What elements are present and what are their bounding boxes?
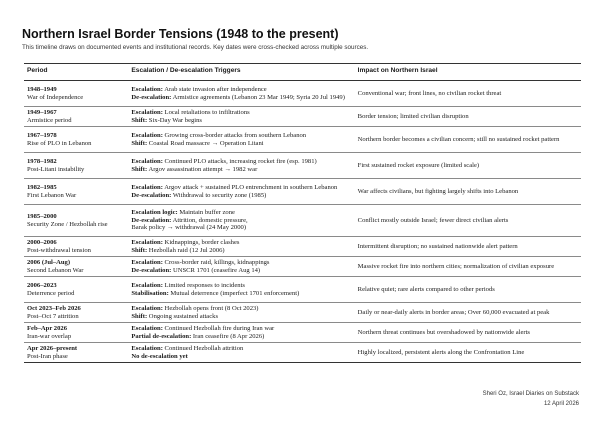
trigger-label: Partial de-escalation: <box>131 332 192 340</box>
trigger-text: Arab state invasion after independence <box>162 86 267 94</box>
period-name: Post-Litani instability <box>27 165 85 173</box>
trigger-line <box>131 345 351 352</box>
trigger-text: Kidnappings, border clashes <box>162 239 240 247</box>
trigger-label: Shift: <box>131 139 148 147</box>
trigger-label: Escalation: <box>131 158 163 166</box>
timeline-body <box>24 81 581 363</box>
triggers-cell <box>128 277 354 303</box>
impact-cell: Relative quiet; rare alerts compared to other periods <box>355 277 581 303</box>
trigger-text: Mutual deterrence (imperfect 1701 enforcement) <box>168 289 300 297</box>
impact-cell: Intermittent disruption; no sustained nationwide alert pattern <box>355 237 581 257</box>
trigger-text: Cross-border raid, killings, kidnappings <box>162 259 270 267</box>
table-row <box>24 303 581 323</box>
trigger-text: Local retaliations to infiltrations <box>162 109 250 117</box>
trigger-label: Shift: <box>131 165 148 173</box>
period-date: 1985–2000 <box>27 213 57 221</box>
footer-author: Sheri Oz, Israel Diaries on Substack <box>482 391 579 397</box>
trigger-line <box>131 259 351 266</box>
trigger-label: De-escalation: <box>131 216 172 224</box>
period-name: Second Lebanon War <box>27 266 84 274</box>
trigger-label: Escalation: <box>131 239 163 247</box>
trigger-label: Escalation: <box>131 325 163 333</box>
trigger-text: Six-Day War begins <box>147 116 202 124</box>
trigger-label: Escalation: <box>131 132 163 140</box>
trigger-text: Attrition, domestic pressure, <box>171 216 248 224</box>
trigger-text: Maintain buffer zone <box>177 209 235 217</box>
impact-cell: First sustained rocket exposure (limited scale) <box>355 153 581 179</box>
trigger-label: No de-escalation yet <box>131 352 188 360</box>
trigger-text: Continued Hezbollah fire during Iran war <box>162 325 275 333</box>
impact-cell: Daily or near-daily alerts in border areas; Over 60,000 evacuated at peak <box>355 303 581 323</box>
table-row <box>24 257 581 277</box>
table-row <box>24 343 581 363</box>
period-date: 1967–1978 <box>27 132 57 140</box>
period-cell <box>24 179 128 205</box>
triggers-cell <box>128 257 354 277</box>
trigger-line <box>131 158 351 165</box>
triggers-cell <box>128 303 354 323</box>
period-name: Armistice period <box>27 116 72 124</box>
period-name: Deterrence period <box>27 289 75 297</box>
trigger-line <box>131 333 351 340</box>
trigger-text: Argov attack + sustained PLO entrenchment in southern Lebanon <box>162 184 338 192</box>
period-name: Post–Oct 7 attrition <box>27 312 79 320</box>
period-name: Iran-war overlap <box>27 332 72 340</box>
triggers-cell <box>128 81 354 107</box>
period-cell <box>24 257 128 277</box>
trigger-text: UNSCR 1701 (ceasefire Aug 14) <box>171 266 261 274</box>
trigger-line <box>131 109 351 116</box>
period-cell <box>24 107 128 127</box>
header-impact: Impact on Northern Israel <box>355 64 581 81</box>
table-row <box>24 205 581 237</box>
impact-cell: Conventional war; front lines, no civilian rocket threat <box>355 81 581 107</box>
trigger-text: Withdrawal to security zone (1985) <box>171 191 267 199</box>
trigger-text: Growing cross-border attacks from southern Lebanon <box>162 132 307 140</box>
trigger-label: Escalation: <box>131 184 163 192</box>
page-subtitle: This timeline draws on documented events and institutional records. Key dates were cross-checked across multiple sources. <box>22 44 369 51</box>
trigger-text: Continued PLO attacks, increasing rocket fire (esp. 1981) <box>162 158 317 166</box>
period-name: Post-withdrawal tension <box>27 246 91 254</box>
period-cell <box>24 153 128 179</box>
trigger-label: Shift: <box>131 312 148 320</box>
triggers-cell <box>128 179 354 205</box>
trigger-label: Escalation: <box>131 259 163 267</box>
period-name: Post-Iran phase <box>27 352 68 360</box>
trigger-line <box>131 166 351 173</box>
table-header-row <box>24 64 581 81</box>
trigger-label: De-escalation: <box>131 191 172 199</box>
impact-cell: Highly localized, persistent alerts along the Confrontation Line <box>355 343 581 363</box>
table-row <box>24 153 581 179</box>
period-cell <box>24 303 128 323</box>
table-row <box>24 179 581 205</box>
trigger-label: Escalation logic: <box>131 209 178 217</box>
trigger-line <box>131 217 351 224</box>
triggers-cell <box>128 237 354 257</box>
trigger-label: Stabilisation: <box>131 289 169 297</box>
trigger-text: Coastal Road massacre → Operation Litani <box>147 139 264 147</box>
trigger-line <box>131 132 351 139</box>
period-date: 1948–1949 <box>27 86 57 94</box>
trigger-text: Ongoing sustained attacks <box>147 312 219 320</box>
trigger-label: Escalation: <box>131 109 163 117</box>
trigger-label: Escalation: <box>131 86 163 94</box>
table-row <box>24 107 581 127</box>
trigger-line <box>131 224 351 231</box>
impact-cell: Northern border becomes a civilian concern; still no sustained rocket pattern <box>355 127 581 153</box>
trigger-line <box>131 313 351 320</box>
trigger-line <box>131 140 351 147</box>
trigger-text: Armistice agreements (Lebanon 23 Mar 1949; Syria 20 Jul 1949) <box>171 93 345 101</box>
period-date: Feb–Apr 2026 <box>27 325 67 333</box>
period-date: 1982–1985 <box>27 184 57 192</box>
trigger-label: De-escalation: <box>131 266 172 274</box>
period-date: Apr 2026–present <box>27 345 78 353</box>
period-cell <box>24 323 128 343</box>
trigger-text: Continued Hezbollah attrition <box>162 345 244 353</box>
triggers-cell <box>128 127 354 153</box>
period-date: 1978–1982 <box>27 158 57 166</box>
footer-date: 12 April 2026 <box>543 401 579 407</box>
impact-cell: Northern threat continues but overshadowed by nationwide alerts <box>355 323 581 343</box>
trigger-text: Barak policy → withdrawal (24 May 2000) <box>131 224 247 232</box>
period-date: 1949–1967 <box>27 109 57 117</box>
triggers-cell <box>128 343 354 363</box>
triggers-cell <box>128 107 354 127</box>
period-cell <box>24 205 128 237</box>
period-cell <box>24 81 128 107</box>
period-name: Security Zone / Hezbollah rise <box>27 220 108 228</box>
header-triggers: Escalation / De-escalation Triggers <box>128 64 354 81</box>
table-row <box>24 277 581 303</box>
period-date: 2000–2006 <box>27 239 57 247</box>
period-cell <box>24 277 128 303</box>
header-period: Period <box>24 64 128 81</box>
period-cell <box>24 343 128 363</box>
triggers-cell <box>128 323 354 343</box>
trigger-line <box>131 267 351 274</box>
period-date: 2006–2023 <box>27 282 57 290</box>
trigger-line <box>131 86 351 93</box>
trigger-text: Hezbollah opens front (8 Oct 2023) <box>162 305 259 313</box>
table-row <box>24 81 581 107</box>
table-row <box>24 237 581 257</box>
trigger-label: Shift: <box>131 116 148 124</box>
trigger-label: Escalation: <box>131 345 163 353</box>
period-name: Rise of PLO in Lebanon <box>27 139 92 147</box>
trigger-text: Argov assassination attempt → 1982 war <box>147 165 258 173</box>
period-cell <box>24 237 128 257</box>
trigger-line <box>131 353 351 360</box>
trigger-label: De-escalation: <box>131 93 172 101</box>
trigger-label: Shift: <box>131 246 148 254</box>
timeline-table <box>24 63 581 363</box>
triggers-cell <box>128 205 354 237</box>
impact-cell: Massive rocket fire into northern cities; normalization of civilian exposure <box>355 257 581 277</box>
table-row <box>24 127 581 153</box>
period-cell <box>24 127 128 153</box>
trigger-line <box>131 305 351 312</box>
trigger-text: Hezbollah raid (12 Jul 2006) <box>147 246 225 254</box>
triggers-cell <box>128 153 354 179</box>
period-name: War of Independence <box>27 93 84 101</box>
impact-cell: War affects civilians, but fighting largely shifts into Lebanon <box>355 179 581 205</box>
trigger-text: Iran ceasefire (8 Apr 2026) <box>191 332 265 340</box>
trigger-label: Escalation: <box>131 305 163 313</box>
trigger-line <box>131 290 351 297</box>
period-name: First Lebanon War <box>27 191 77 199</box>
trigger-text: Limited responses to incidents <box>162 282 245 290</box>
table-row <box>24 323 581 343</box>
trigger-line <box>131 192 351 199</box>
trigger-line <box>131 184 351 191</box>
trigger-line <box>131 282 351 289</box>
period-date: Oct 2023–Feb 2026 <box>27 305 81 313</box>
trigger-label: Escalation: <box>131 282 163 290</box>
impact-cell: Conflict mostly outside Israel; fewer direct civilian alerts <box>355 205 581 237</box>
impact-cell: Border tension; limited civilian disruption <box>355 107 581 127</box>
period-date: 2006 (Jul–Aug) <box>27 259 71 267</box>
trigger-line <box>131 94 351 101</box>
trigger-line <box>131 247 351 254</box>
page-title: Northern Israel Border Tensions (1948 to the present) <box>22 27 339 41</box>
trigger-line <box>131 209 351 216</box>
trigger-line <box>131 325 351 332</box>
trigger-line <box>131 239 351 246</box>
trigger-line <box>131 117 351 124</box>
